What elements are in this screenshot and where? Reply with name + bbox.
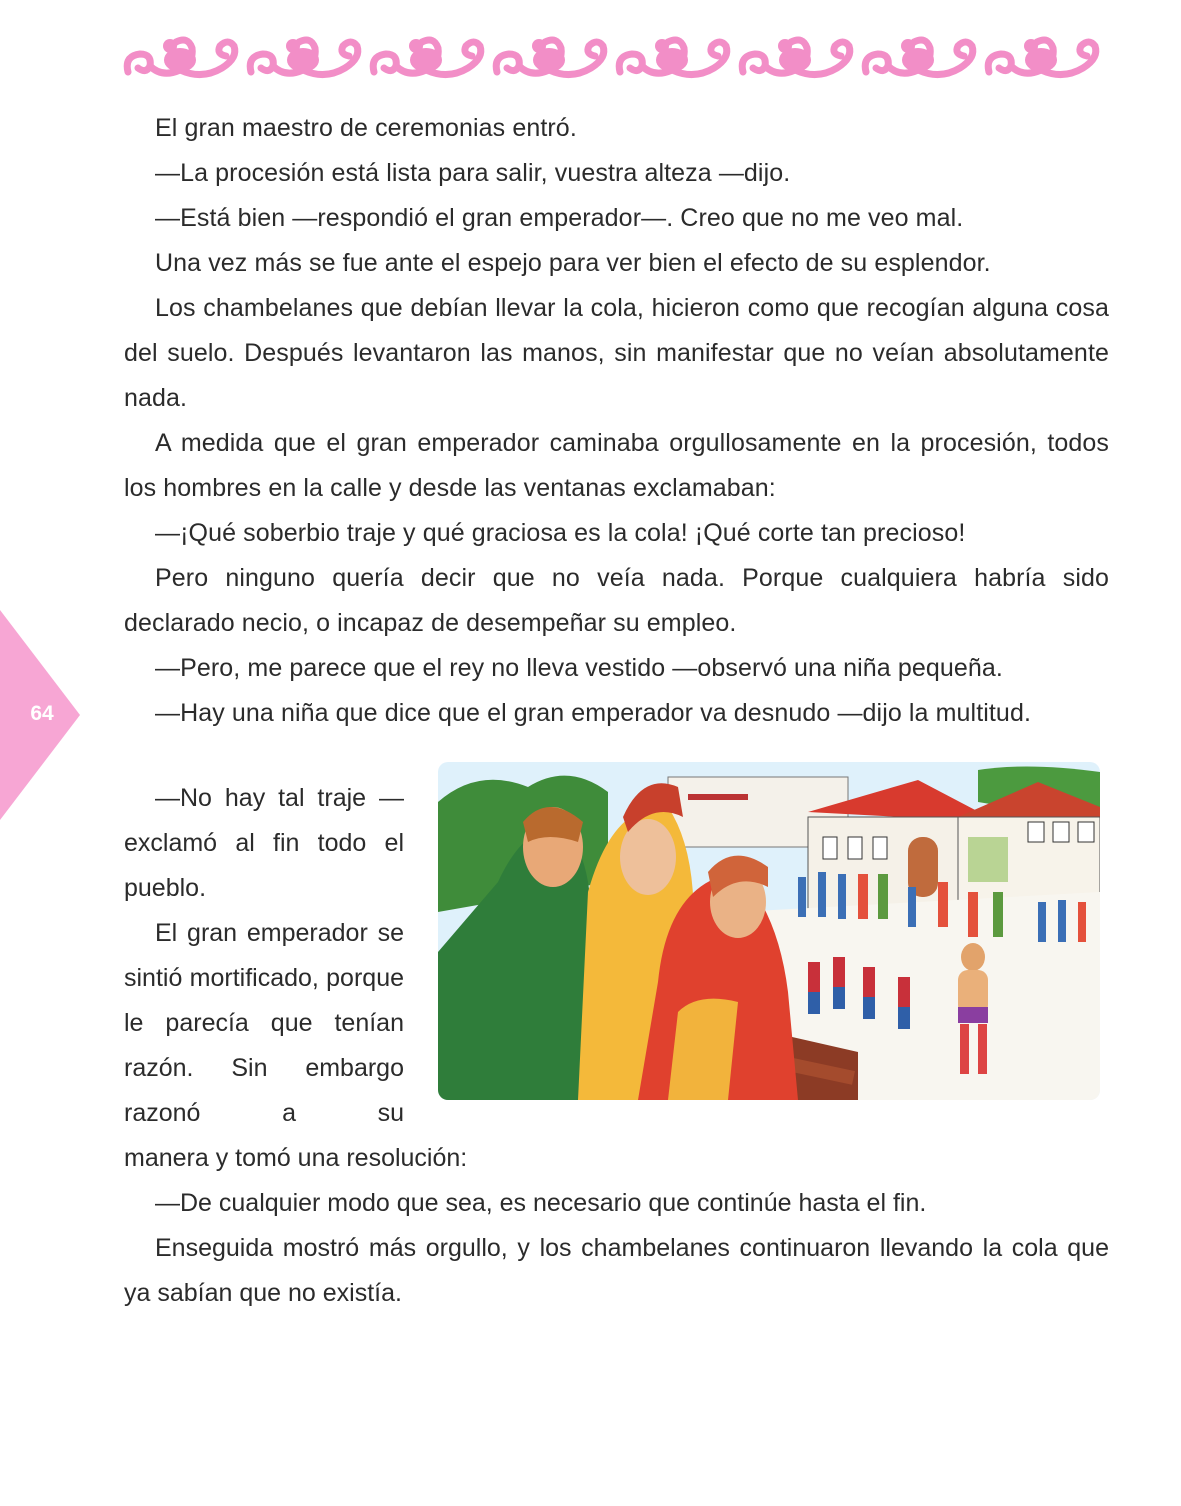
closing-text: [124, 1136, 1109, 1316]
paragraph: El gran emperador se sintió mortificado, porque le parecía que tenían razón. Sin embargo razonó a su: [124, 919, 404, 1127]
paragraph: Pero ninguno quería decir que no veía nada. Porque cualquiera habría sido declarado necio, o incapaz de desempeñar su empleo.: [124, 564, 1109, 637]
paragraph: A medida que el gran emperador caminaba orgullosamente en la procesión, todos los hombres en la calle y desde las ventanas exclamaban:: [124, 429, 1109, 502]
paragraph: Los chambelanes que debían llevar la cola, hicieron como que recogían alguna cosa del suelo. Después levantaron las manos, sin manifestar que no veían absolutamente nada.: [124, 294, 1109, 412]
paragraph: —¡Qué soberbio traje y qué graciosa es la cola! ¡Qué corte tan precioso!: [155, 519, 966, 547]
paragraph: manera y tomó una resolución:: [124, 1144, 468, 1172]
paragraph: —La procesión está lista para salir, vuestra alteza —dijo.: [155, 159, 791, 187]
body-text: [124, 106, 1109, 736]
paragraph: —Pero, me parece que el rey no lleva vestido —observó una niña pequeña.: [155, 654, 1003, 682]
paragraph: Una vez más se fue ante el espejo para ver bien el efecto de su esplendor.: [155, 249, 991, 277]
paragraph: Enseguida mostró más orgullo, y los chambelanes continuaron llevando la cola que ya sabían que no existía.: [124, 1234, 1109, 1307]
paragraph: —No hay tal traje —exclamó al fin todo el pueblo.: [124, 784, 404, 902]
paragraph: —Hay una niña que dice que el gran emperador va desnudo —dijo la multitud.: [155, 699, 1031, 727]
paragraph: —Está bien —respondió el gran emperador—. Creo que no me veo mal.: [155, 204, 964, 232]
pink-scroll-border-icon: [122, 34, 1107, 84]
wrapped-text: [124, 776, 404, 1136]
page-number: 64: [30, 702, 54, 725]
paragraph: El gran maestro de ceremonias entró.: [155, 114, 577, 142]
paragraph: —De cualquier modo que sea, es necesario que continúe hasta el fin.: [155, 1189, 927, 1217]
emperor-procession-illustration: [438, 762, 1100, 1100]
